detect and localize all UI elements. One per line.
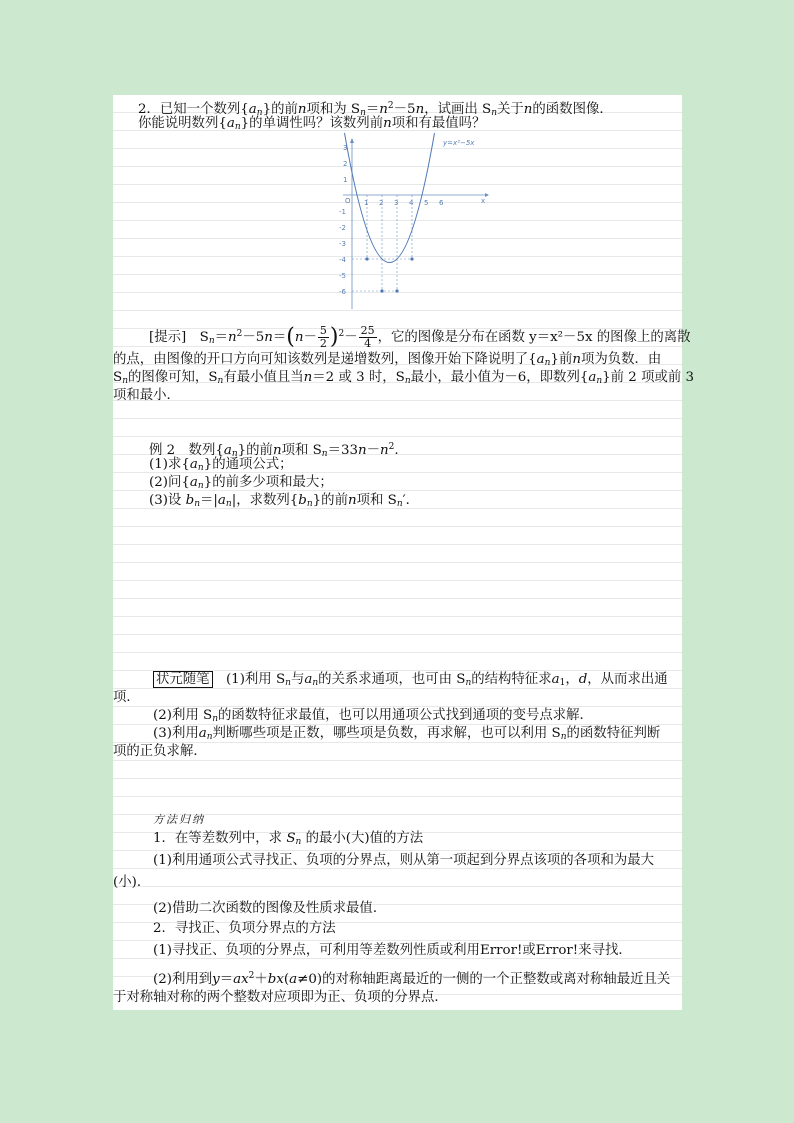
tips-label: 状元随笔 (153, 671, 213, 688)
point-1 (365, 257, 368, 260)
origin-label: O (345, 197, 351, 205)
document-page (113, 95, 695, 1010)
y-tick-neg3: -3 (339, 240, 346, 248)
x-tick-4: 4 (409, 199, 414, 207)
y-tick-neg6: -6 (339, 288, 346, 296)
y-tick-neg1: -1 (339, 208, 346, 216)
tips-line3b: 项的正负求解． (113, 744, 207, 759)
tips-line1b: 项． (113, 690, 140, 705)
y-tick-neg4: -4 (339, 256, 346, 264)
hint-line1: [提示] $S_n=n^2-5n=(n-$ $\frac{5}{2}$ )$^2$－ $\frac{25}{4}$ ，它的图像是分布在函数 y＝x²－5x 的图像上的离散 (149, 324, 691, 350)
point-3 (395, 289, 398, 292)
y-tick-neg2: -2 (339, 224, 346, 232)
methods-1: 1．在等差数列中，求 $S_n$ 的最小(大)值的方法 (153, 831, 424, 847)
hint-line3: $S_n$的图像可知，$S_n$有最小值且当n＝2 或 3 时，$S_n$最小，最小值为－6，即数列$\{a_n\}$前 2 项或前 3 (113, 370, 695, 386)
y-tick-neg5: -5 (339, 272, 346, 280)
example2-q3: (3)设 $b_n=|a_n|$，求数列$\{b_n\}$的前n项和 $S_n'$． (149, 493, 420, 509)
y-tick-1: 1 (343, 176, 348, 184)
x-tick-2: 2 (379, 199, 384, 207)
example2-title: 例 2 数列$\{a_n\}$的前n项和 $S_n=33n-n^2$. (149, 442, 399, 459)
methods-label: 方法归纳 (153, 813, 205, 826)
methods-2-2: (2)利用到$y=ax^2+bx(a\ne 0)$的对称轴距离最近的一侧的一个正整数或离对称轴最近且关 (153, 971, 671, 987)
methods-1-1: (1)利用通项公式寻找正、负项的分界点，则从第一项起到分界点该项的各项和为最大 (153, 853, 655, 868)
tips-line1: 状元随笔 (1)利用 $S_n$与$a_n$的关系求通项，也可由 $S_n$的结构特征求$a_1$，d，从而求出通 (113, 671, 722, 692)
x-tick-3: 3 (394, 199, 399, 207)
methods-1-1b: (小)． (113, 875, 151, 890)
x-tick-1: 1 (364, 199, 369, 207)
x-tick-6: 6 (439, 199, 444, 207)
point-2 (380, 289, 383, 292)
y-tick-2: 2 (343, 160, 348, 168)
methods-1-2: (2)借助二次函数的图像及性质求最值． (153, 901, 387, 916)
x-axis-label: x (481, 197, 486, 205)
tips-line3: (3)利用$a_n$判断哪些项是正数，哪些项是负数，再求解，也可以利用 $S_n$的函数特征判断 (153, 726, 661, 742)
hint-line2: 的点，由图像的开口方向可知该数列是递增数列，图像开始下降说明了$\{a_n\}$前n项为负数．由 (113, 352, 662, 368)
example2-q1: (1)求$\{a_n\}$的通项公式； (149, 457, 293, 473)
tips-line2: (2)利用 $S_n$的函数特征求最值，也可以用通项公式找到通项的变号点求解． (153, 708, 593, 724)
parabola-curve (345, 133, 435, 263)
x-tick-5: 5 (424, 199, 429, 207)
methods-2: 2．寻找正、负项分界点的方法 (153, 921, 336, 936)
problem2-line1: 2．已知一个数列$\{a_n\}$的前n项和为 $S_n=n^2-5n$，试画出 $S_n$关于n的函数图像． (138, 101, 613, 118)
function-graph (339, 137, 493, 309)
hint-line4: 项和最小． (113, 388, 180, 403)
curve-label: y=x²−5x (443, 139, 475, 147)
y-tick-3: 3 (343, 144, 348, 152)
point-4 (410, 257, 413, 260)
problem2-line2: 你能说明数列$\{a_n\}$的单调性吗？该数列前n项和有最值吗？ (138, 116, 486, 132)
methods-2-1: (1)寻找正、负项的分界点，可利用等差数列性质或利用Error!或Error!来寻找． (153, 943, 632, 958)
methods-2-2b: 于对称轴对称的两个整数对应项即为正、负项的分界点． (113, 990, 448, 1005)
example2-q2: (2)问$\{a_n\}$的前多少项和最大； (149, 475, 333, 491)
